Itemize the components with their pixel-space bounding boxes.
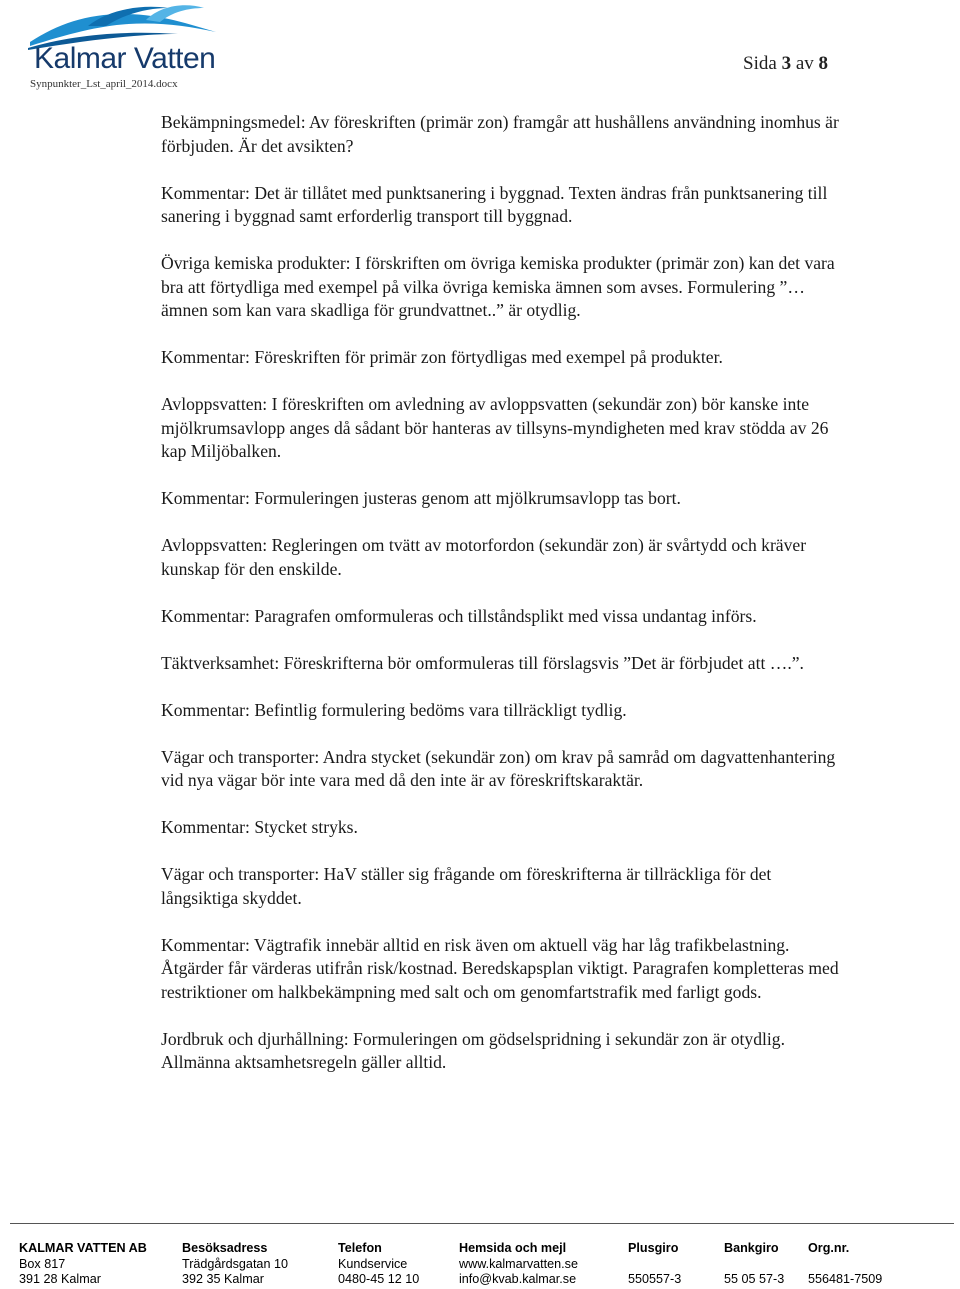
paragraph: Kommentar: Det är tillåtet med punktsanering i byggnad. Texten ändras från punktsanering till sanering i byggnad samt erforderlig transport till byggnad. <box>161 182 828 226</box>
footer-heading: KALMAR VATTEN AB <box>19 1241 147 1255</box>
footer-plusgiro-column <box>628 1241 681 1288</box>
paragraph: Kommentar: Stycket stryks. <box>161 817 358 837</box>
paragraph: Avloppsvatten: I föreskriften om avledning av avloppsvatten (sekundär zon) bör kanske inte mjölkrumsavlopp anges då sådant bör hanteras av tillsyns-myndigheten med krav stödda av 26 kap Miljöbalken. <box>161 394 829 461</box>
footer-phone-column <box>338 1241 419 1288</box>
paragraph: Kommentar: Vägtrafik innebär alltid en risk även om aktuell väg har låg trafikbelastning. Åtgärder får värderas utifrån risk/kostnad. Beredskapsplan viktigt. Paragrafen kompletteras med restriktioner om halkbekämpning med salt och om genomfartstrafik med farligt gods. <box>161 934 839 1002</box>
page-total: 8 <box>818 53 828 74</box>
document-body <box>161 111 841 1098</box>
footer-heading: Hemsida och mejl <box>459 1241 567 1255</box>
paragraph: Avloppsvatten: Regleringen om tvätt av motorfordon (sekundär zon) är svårtydd och kräver kunskap för den enskilde. <box>161 535 807 579</box>
footer-line: 391 28 Kalmar <box>19 1272 101 1287</box>
footer-visit-column <box>182 1241 288 1288</box>
page-of-label: av <box>795 53 814 74</box>
paragraph: Jordbruk och djurhållning: Formuleringen om gödselspridning i sekundär zon är otydlig. Allmänna aktsamhetsregeln gäller alltid. <box>161 1028 785 1072</box>
footer-heading: Org.nr. <box>808 1241 850 1255</box>
footer-heading: Telefon <box>338 1241 382 1255</box>
footer-orgnr-column <box>808 1241 882 1288</box>
footer-company-column <box>19 1241 147 1288</box>
paragraph: Kommentar: Befintlig formulering bedöms vara tillräckligt tydlig. <box>161 699 627 720</box>
page-indicator <box>743 53 828 75</box>
paragraph: Bekämpningsmedel: Av föreskriften (primär zon) framgår att hushållens användning inomhus är förbjuden. Är det avsikten? <box>161 112 839 156</box>
footer-heading: Besöksadress <box>182 1241 268 1255</box>
footer-line: 55 05 57-3 <box>724 1272 785 1287</box>
paragraph: Kommentar: Föreskriften för primär zon förtydligas med exempel på produkter. <box>161 347 723 367</box>
footer-line: 556481-7509 <box>808 1272 883 1287</box>
paragraph: Vägar och transporter: HaV ställer sig frågande om föreskrifterna är tillräckliga för det långsiktiga skyddet. <box>161 864 772 908</box>
footer-divider <box>10 1223 954 1224</box>
footer-line <box>808 1257 882 1273</box>
paragraph: Övriga kemiska produkter: I förskriften om övriga kemiska produkter (primär zon) kan det vara bra att förtydliga med exempel på vilka övriga kemiska ämnen som avses. Formulering ”…ämnen som kan vara skadliga för grundvattnet..” är otydlig. <box>161 253 835 320</box>
paragraph: Vägar och transporter: Andra stycket (sekundär zon) om krav på samråd om dagvattenhantering vid nya vägar bör inte vara med då den inte är av föreskriftskaraktär. <box>161 746 836 790</box>
footer-line: 392 35 Kalmar <box>182 1272 264 1287</box>
paragraph: Kommentar: Formuleringen justeras genom att mjölkrumsavlopp tas bort. <box>161 488 681 508</box>
footer-line: 550557-3 <box>628 1272 682 1287</box>
footer-line <box>628 1257 681 1273</box>
footer-heading: Bankgiro <box>724 1241 779 1255</box>
paragraph: Täktverksamhet: Föreskrifterna bör omformuleras till förslagsvis ”Det är förbjudet att ….”. <box>161 652 804 673</box>
footer-line <box>724 1257 784 1273</box>
footer-email-link[interactable]: info@kvab.kalmar.se <box>459 1272 577 1287</box>
footer-website-link[interactable]: www.kalmarvatten.se <box>459 1256 578 1271</box>
footer-heading: Plusgiro <box>628 1241 679 1255</box>
footer-line: Kundservice <box>338 1256 408 1271</box>
page-label: Sida <box>743 53 777 74</box>
company-logo <box>20 2 230 92</box>
document-filename: Synpunkter_Lst_april_2014.docx <box>30 78 178 90</box>
footer-bankgiro-column <box>724 1241 784 1288</box>
footer-line: Box 817 <box>19 1256 66 1271</box>
paragraph: Kommentar: Paragrafen omformuleras och tillståndsplikt med vissa undantag införs. <box>161 605 757 626</box>
footer-line: Trädgårdsgatan 10 <box>182 1256 288 1271</box>
page-current: 3 <box>781 53 792 74</box>
logo-wordmark: Kalmar Vatten <box>34 42 216 75</box>
footer-line: 0480-45 12 10 <box>338 1272 420 1287</box>
footer-web-column <box>459 1241 578 1288</box>
